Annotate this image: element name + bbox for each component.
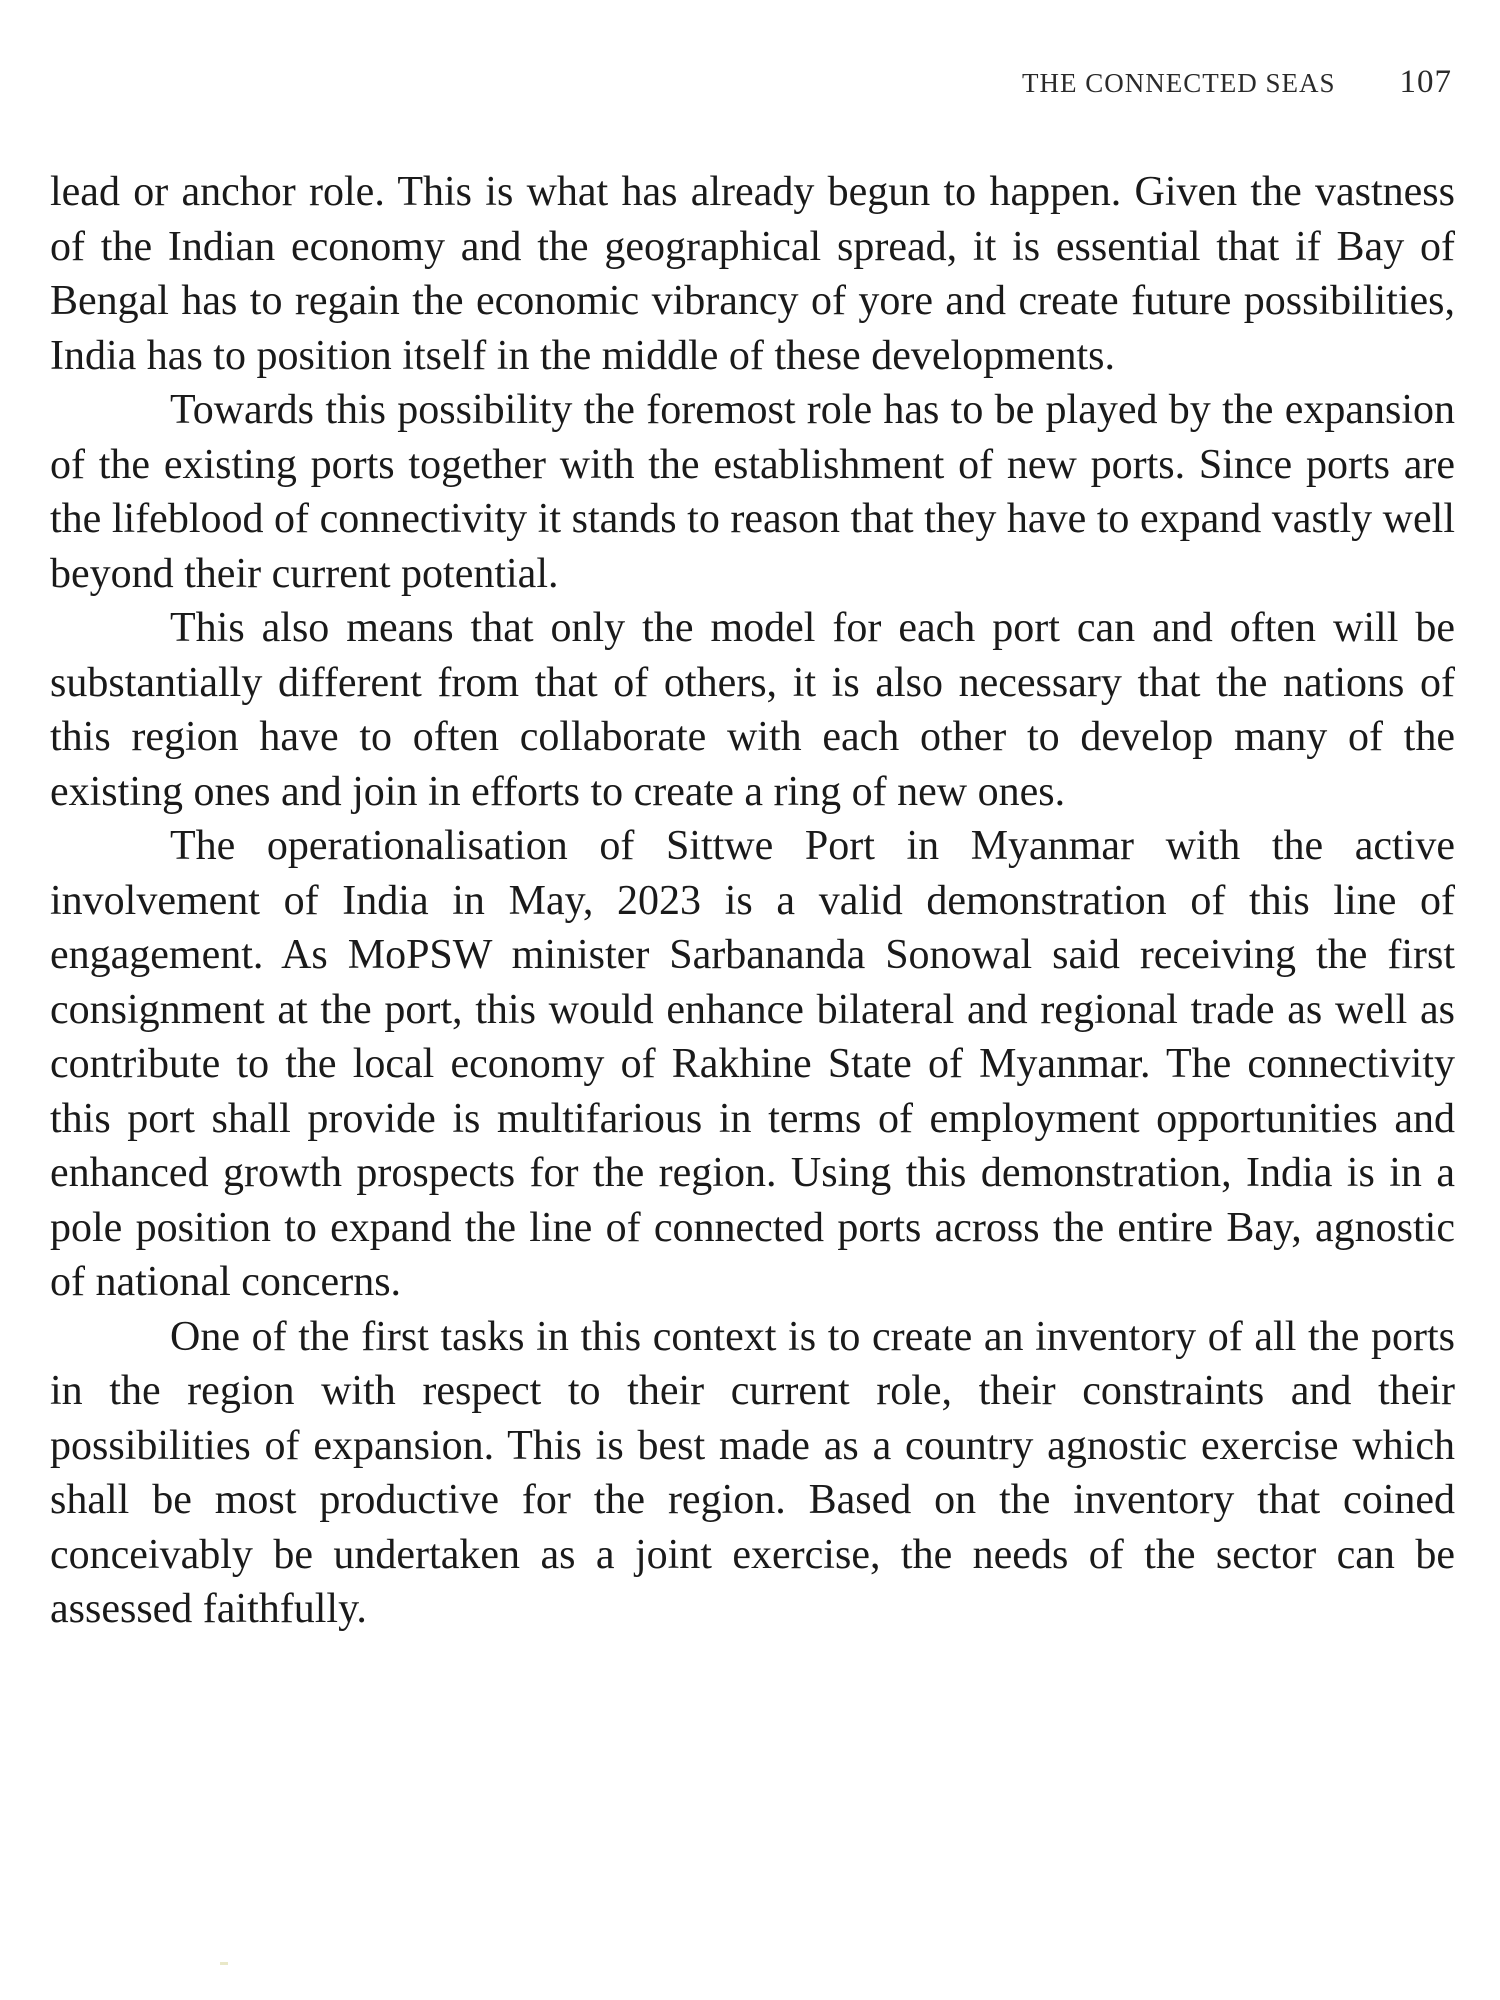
page-number: 107 — [1399, 64, 1452, 100]
paragraph: lead or anchor role. This is what has already begun to happen. Given the vastness of the Indian economy and the geographical spread, it is essential that if Bay of Bengal has to regain the economic vibrancy of yore and create future possibilities, India has to position itself in the middle of these developments. — [50, 169, 1455, 379]
paragraph: One of the first tasks in this context is to create an inventory of all the ports in the region with respect to their current role, their constraints and their possibilities of expansion. This is best made as a country agnostic exercise which shall be most productive for the region. Based on the inventory that coined conceivably be undertaken as a joint exercise, the needs of the sector can be assessed faithfully. — [50, 1313, 1455, 1632]
body-text — [50, 165, 1455, 1637]
running-head — [1022, 64, 1452, 101]
paragraph: Towards this possibility the foremost role has to be played by the expansion of the existing ports together with the establishment of new ports. Since ports are the lifeblood of connectivity it stands to reason that they have to expand vastly well beyond their current potential. — [50, 387, 1455, 597]
paragraph: The operationalisation of Sittwe Port in Myanmar with the active involvement of India in May, 2023 is a valid demonstration of this line of engagement. As MoPSW minister Sarbananda Sonowal said receiving the first consignment at the port, this would enhance bilateral and regional trade as well as contribute to the local economy of Rakhine State of Myanmar. The connectivity this port shall provide is multifarious in terms of employment opportunities and enhanced growth prospects for the region. Using this demonstration, India is in a pole position to expand the line of connected ports across the entire Bay, agnostic of national concerns. — [50, 823, 1455, 1305]
scan-mark — [220, 1962, 228, 1965]
running-title: THE CONNECTED SEAS — [1022, 68, 1336, 98]
paragraph: This also means that only the model for each port can and often will be substantially different from that of others, it is also necessary that the nations of this region have to often collaborate with each other to develop many of the existing ones and join in efforts to create a ring of new ones. — [50, 605, 1455, 815]
